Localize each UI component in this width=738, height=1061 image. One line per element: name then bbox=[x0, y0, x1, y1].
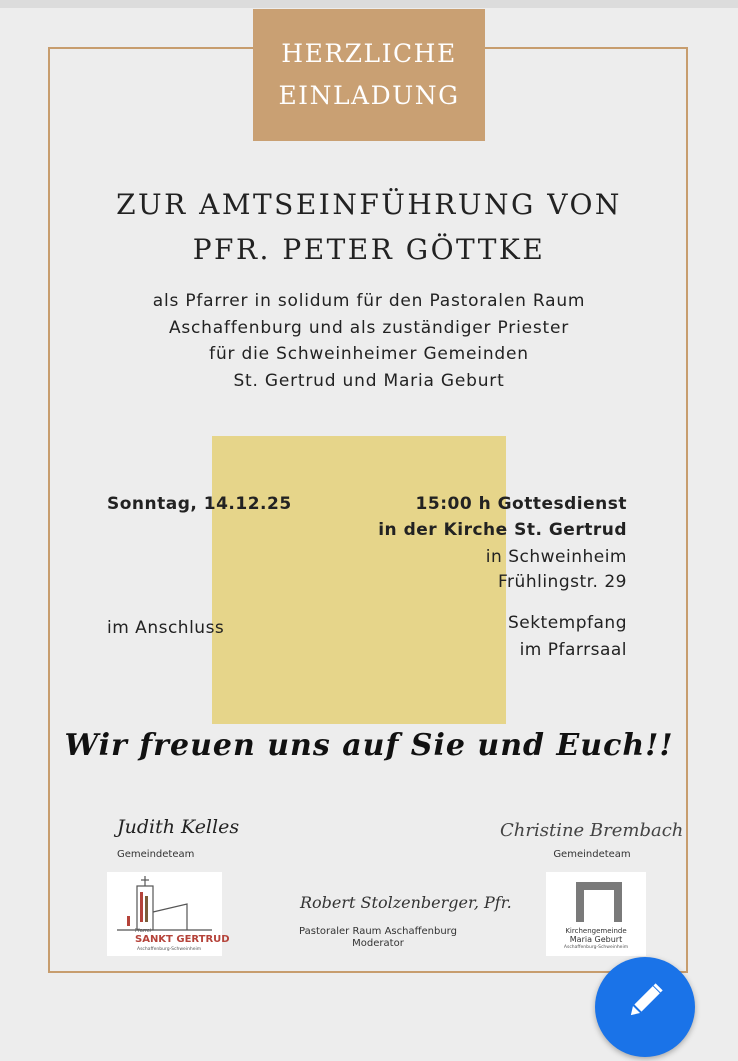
banner-line-1: HERZLICHE bbox=[281, 39, 457, 68]
invitation-banner bbox=[253, 9, 485, 141]
signature-right-role: Gemeindeteam bbox=[553, 849, 631, 860]
signature-left-role: Gemeindeteam bbox=[117, 849, 195, 860]
reception: Sektempfang bbox=[507, 613, 627, 633]
subtitle-line-3: für die Schweinheimer Gemeinden bbox=[209, 344, 529, 364]
subtitle-line-1: als Pfarrer in solidum für den Pastoralen Raum bbox=[152, 291, 586, 311]
event-date: Sonntag, 14.12.25 bbox=[107, 494, 292, 514]
logo-right-line-2: Maria Geburt bbox=[569, 935, 623, 944]
logo-left-small: Pfarrei bbox=[135, 928, 152, 934]
event-church: in der Kirche St. Gertrud bbox=[378, 520, 627, 540]
maria-geburt-logo bbox=[546, 872, 646, 956]
subtitle bbox=[0, 288, 738, 394]
reception-place: im Pfarrsaal bbox=[519, 640, 627, 660]
top-bar bbox=[0, 0, 738, 8]
event-service: 15:00 h Gottesdienst bbox=[415, 494, 627, 514]
after-label: im Anschluss bbox=[107, 618, 225, 638]
closing-message: Wir freuen uns auf Sie und Euch!! bbox=[64, 728, 674, 763]
signature-center-role-2: Moderator bbox=[352, 938, 404, 949]
title-line-2: PFR. PETER GÖTTKE bbox=[192, 233, 546, 266]
signature-center-role-1: Pastoraler Raum Aschaffenburg bbox=[299, 926, 457, 937]
logo-left-name: SANKT GERTRUD bbox=[135, 934, 230, 945]
sankt-gertrud-logo bbox=[107, 872, 230, 956]
title-line-1: ZUR AMTSEINFÜHRUNG VON bbox=[116, 188, 622, 221]
event-town: in Schweinheim bbox=[485, 547, 627, 567]
logo-right-line-3: Aschaffenburg-Schweinheim bbox=[563, 945, 629, 950]
pencil-icon bbox=[595, 957, 695, 1057]
logo-right-line-1: Kirchengemeinde bbox=[565, 927, 627, 935]
signature-left: Judith Kelles bbox=[117, 816, 240, 838]
edit-button[interactable] bbox=[595, 957, 695, 1057]
logo-left-place: Aschaffenburg-Schweinheim bbox=[137, 947, 202, 952]
signature-right: Christine Brembach bbox=[500, 820, 684, 841]
subtitle-line-2: Aschaffenburg und als zuständiger Priester bbox=[168, 317, 570, 338]
banner-line-2: EINLADUNG bbox=[278, 81, 460, 110]
subtitle-line-4: St. Gertrud und Maria Geburt bbox=[233, 370, 505, 391]
event-street: Frühlingstr. 29 bbox=[498, 572, 627, 592]
page-title bbox=[0, 182, 738, 272]
signature-center: Robert Stolzenberger, Pfr. bbox=[300, 893, 512, 912]
highlight-box bbox=[212, 436, 506, 724]
